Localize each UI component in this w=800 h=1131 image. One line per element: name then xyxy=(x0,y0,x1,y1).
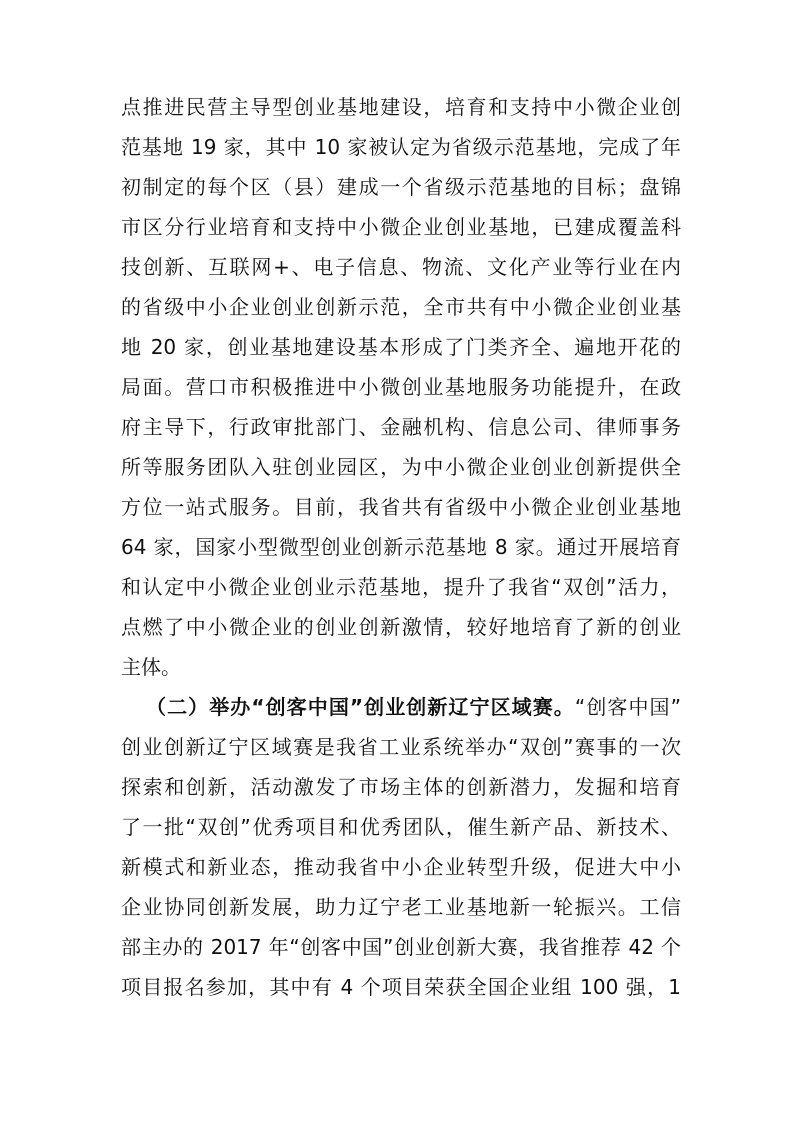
text-line: 项目报名参加，其中有 4 个项目荣获全国企业组 100 强，1 xyxy=(121,975,681,999)
paragraph-1 xyxy=(121,87,681,687)
section-heading: （二）举办“创客中国”创业创新辽宁区域赛。 xyxy=(146,695,575,719)
text-line: 局面。营口市积极推进中小微创业基地服务功能提升，在政 xyxy=(121,375,681,399)
text-line: 点推进民营主导型创业基地建设，培育和支持中小微企业创 xyxy=(121,95,681,119)
text-line: 64 家，国家小型微型创业创新示范基地 8 家。通过开展培育 xyxy=(121,535,681,559)
text-line: 点燃了中小微企业的创业创新激情，较好地培育了新的创业 xyxy=(121,615,681,639)
text-line: 主体。 xyxy=(121,655,181,679)
paragraph-2 xyxy=(121,687,681,1007)
text-line: 府主导下，行政审批部门、金融机构、信息公司、律师事务 xyxy=(121,415,681,439)
text-line: 地 20 家，创业基地建设基本形成了门类齐全、遍地开花的 xyxy=(121,335,681,359)
text-line: 了一批“双创”优秀项目和优秀团队，催生新产品、新技术、 xyxy=(121,815,681,839)
text-line: 探索和创新，活动激发了市场主体的创新潜力，发掘和培育 xyxy=(121,775,681,799)
text-line: 市区分行业培育和支持中小微企业创业基地，已建成覆盖科 xyxy=(121,215,681,239)
text-line: 初制定的每个区（县）建成一个省级示范基地的目标；盘锦 xyxy=(121,175,681,199)
paragraph-2-first-line xyxy=(121,687,681,727)
text-line: 创业创新辽宁区域赛是我省工业系统举办“双创”赛事的一次 xyxy=(121,735,681,759)
text-line: 方位一站式服务。目前，我省共有省级中小微企业创业基地 xyxy=(121,495,681,519)
text-line: 的省级中小企业创业创新示范，全市共有中小微企业创业基 xyxy=(121,295,681,319)
text-line: 所等服务团队入驻创业园区，为中小微企业创业创新提供全 xyxy=(121,455,681,479)
text-line: 范基地 19 家，其中 10 家被认定为省级示范基地，完成了年 xyxy=(121,135,681,159)
body-text xyxy=(121,87,681,1007)
text-line: 和认定中小微企业创业示范基地，提升了我省“双创”活力， xyxy=(121,575,681,599)
text-line: 技创新、互联网+、电子信息、物流、文化产业等行业在内 xyxy=(121,255,681,279)
text-line: 部主办的 2017 年“创客中国”创业创新大赛，我省推荐 42 个 xyxy=(121,935,681,959)
text-line: 新模式和新业态，推动我省中小企业转型升级，促进大中小 xyxy=(121,855,681,879)
text-line: 企业协同创新发展，助力辽宁老工业基地新一轮振兴。工信 xyxy=(121,895,681,919)
heading-line-rest: “创客中国” xyxy=(574,695,681,719)
